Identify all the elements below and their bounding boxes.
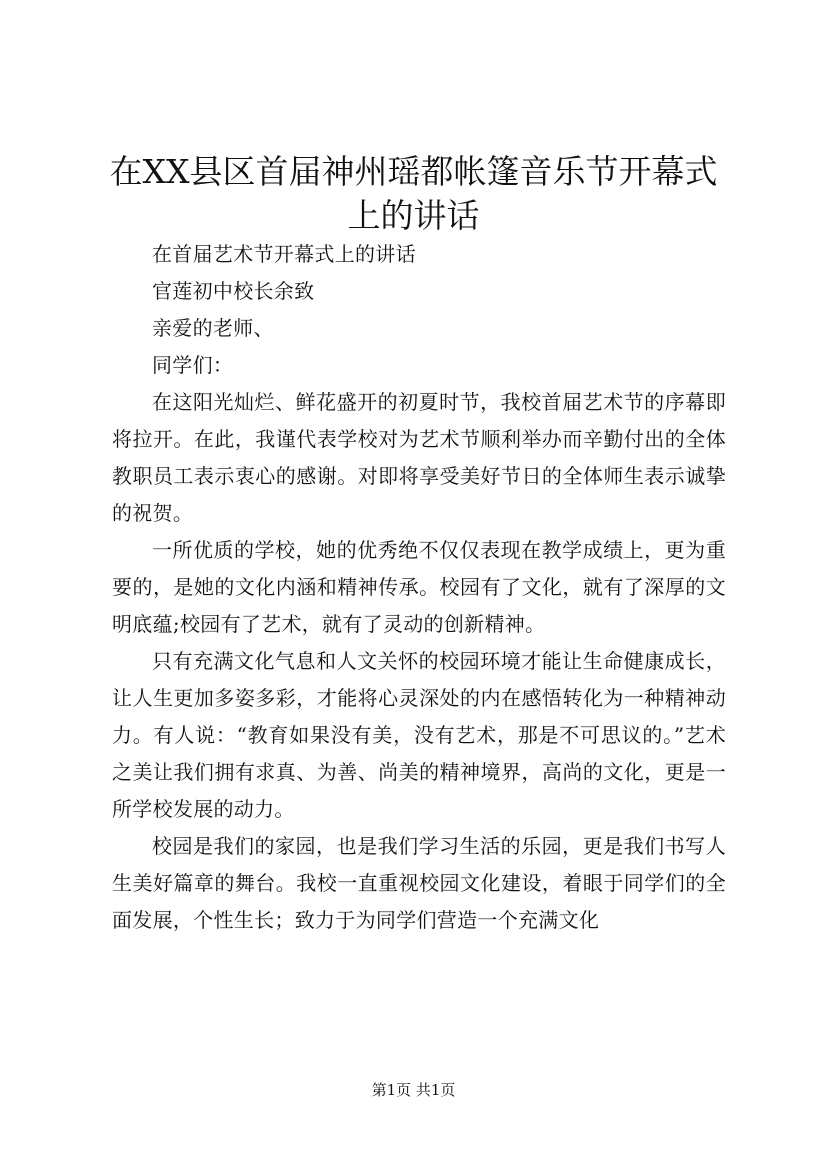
page-footer: 第1页 共1页 — [371, 1081, 456, 1099]
paragraph: 只有充满文化气息和人文关怀的校园环境才能让生命健康成长，让人生更加多姿多彩，才能将心灵深处的内在感悟转化为一种精神动力。有人说：“教育如果没有美，没有艺术，那是不可思议的。”艺术之美让我们拥有求真、为善、尚美的精神境界，高尚的文化，更是一所学校发展的动力。 — [112, 649, 726, 821]
paragraph: 在首届艺术节开幕式上的讲话 — [152, 242, 416, 266]
document-title: 在XX县区首届神州瑶都帐篷音乐节开幕式上的讲话 — [109, 152, 718, 235]
paragraph: 一所优质的学校，她的优秀绝不仅仅表现在教学成绩上，更为重要的，是她的文化内涵和精神传承。校园有了文化，就有了深厚的文明底蕴;校园有了艺术，就有了灵动的创新精神。 — [112, 538, 726, 636]
document-body — [112, 236, 726, 939]
paragraph: 在这阳光灿烂、鲜花盛开的初夏时节，我校首届艺术节的序幕即将拉开。在此，我谨代表学校对为艺术节顺利举办而辛勤付出的全体教职员工表示衷心的感谢。对即将享受美好节日的全体师生表示诚挚的祝贺。 — [112, 390, 726, 525]
paragraph: 亲爱的老师、 — [152, 316, 274, 340]
paragraph: 官莲初中校长余致 — [152, 279, 315, 303]
paragraph: 校园是我们的家园，也是我们学习生活的乐园，更是我们书写人生美好篇章的舞台。我校一直重视校园文化建设，着眼于同学们的全面发展，个性生长；致力于为同学们营造一个充满文化 — [112, 834, 726, 932]
paragraph: 同学们： — [152, 353, 234, 377]
